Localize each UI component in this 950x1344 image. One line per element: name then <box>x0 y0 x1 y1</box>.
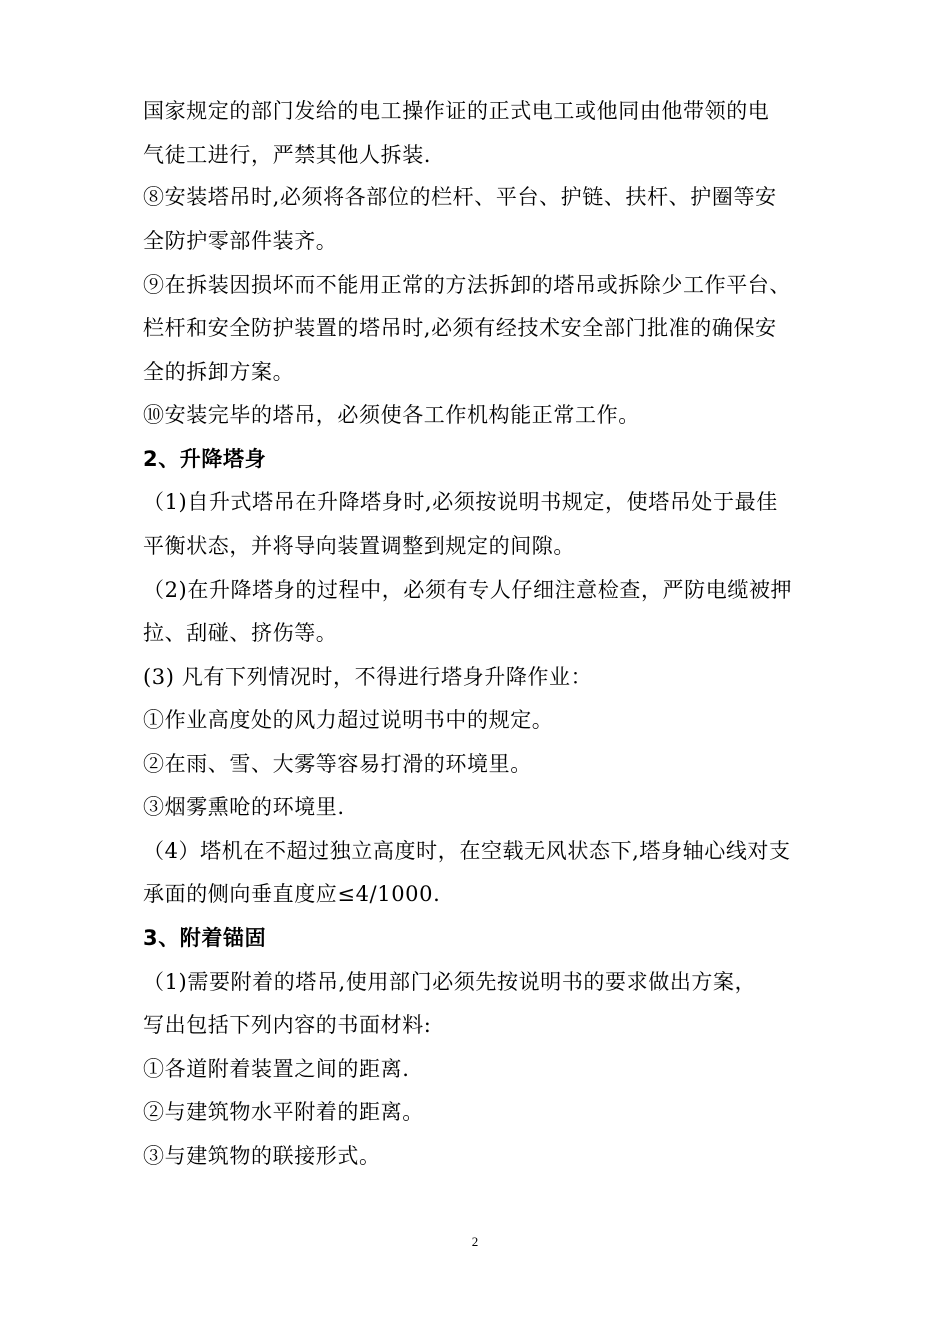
text-line: ③与建筑物的联接形式。 <box>143 1144 381 1168</box>
text-line: (3) 凡有下列情况时，不得进行塔身升降作业： <box>143 665 593 689</box>
text-line: 拉、刮碰、挤伤等。 <box>143 621 338 645</box>
text-line: 气徒工进行，严禁其他人拆装. <box>143 143 432 167</box>
text-line: （2)在升降塔身的过程中，必须有专人仔细注意检查，严防电缆被押 <box>143 578 793 602</box>
page-number: 2 <box>471 1234 479 1249</box>
text-line: 全防护零部件装齐。 <box>143 229 338 253</box>
text-line: ⑧安装塔吊时,必须将各部位的栏杆、平台、护链、扶杆、护圈等安 <box>143 185 777 209</box>
text-line: ①作业高度处的风力超过说明书中的规定。 <box>143 708 554 732</box>
section-heading: 2、升降塔身 <box>143 447 267 471</box>
text-line: 全的拆卸方案。 <box>143 360 295 384</box>
text-line: （1)需要附着的塔吊,使用部门必须先按说明书的要求做出方案， <box>143 970 757 994</box>
text-line: ②与建筑物水平附着的距离。 <box>143 1100 424 1124</box>
text-line: ②在雨、雪、大雾等容易打滑的环境里。 <box>143 752 532 776</box>
text-line: 写出包括下列内容的书面材料: <box>143 1013 432 1037</box>
text-line: ③烟雾熏呛的环境里. <box>143 795 345 819</box>
text-line: 国家规定的部门发给的电工操作证的正式电工或他同由他带领的电 <box>143 99 770 123</box>
text-line: 承面的侧向垂直度应≤4/1000. <box>143 882 441 906</box>
text-line: （1)自升式塔吊在升降塔身时,必须按说明书规定，使塔吊处于最佳 <box>143 490 778 514</box>
text-line: ①各道附着装置之间的距离. <box>143 1057 410 1081</box>
text-line: 平衡状态，并将导向装置调整到规定的间隙。 <box>143 534 575 558</box>
text-line: 栏杆和安全防护装置的塔吊时,必须有经技术安全部门批准的确保安 <box>143 316 777 340</box>
text-line: （4）塔机在不超过独立高度时，在空载无风状态下,塔身轴心线对支 <box>143 839 791 863</box>
text-line: ⑩安装完毕的塔吊，必须使各工作机构能正常工作。 <box>143 403 640 427</box>
section-heading: 3、附着锚固 <box>143 926 267 950</box>
text-line: ⑨在拆装因损坏而不能用正常的方法拆卸的塔吊或拆除少工作平台、 <box>143 273 791 297</box>
